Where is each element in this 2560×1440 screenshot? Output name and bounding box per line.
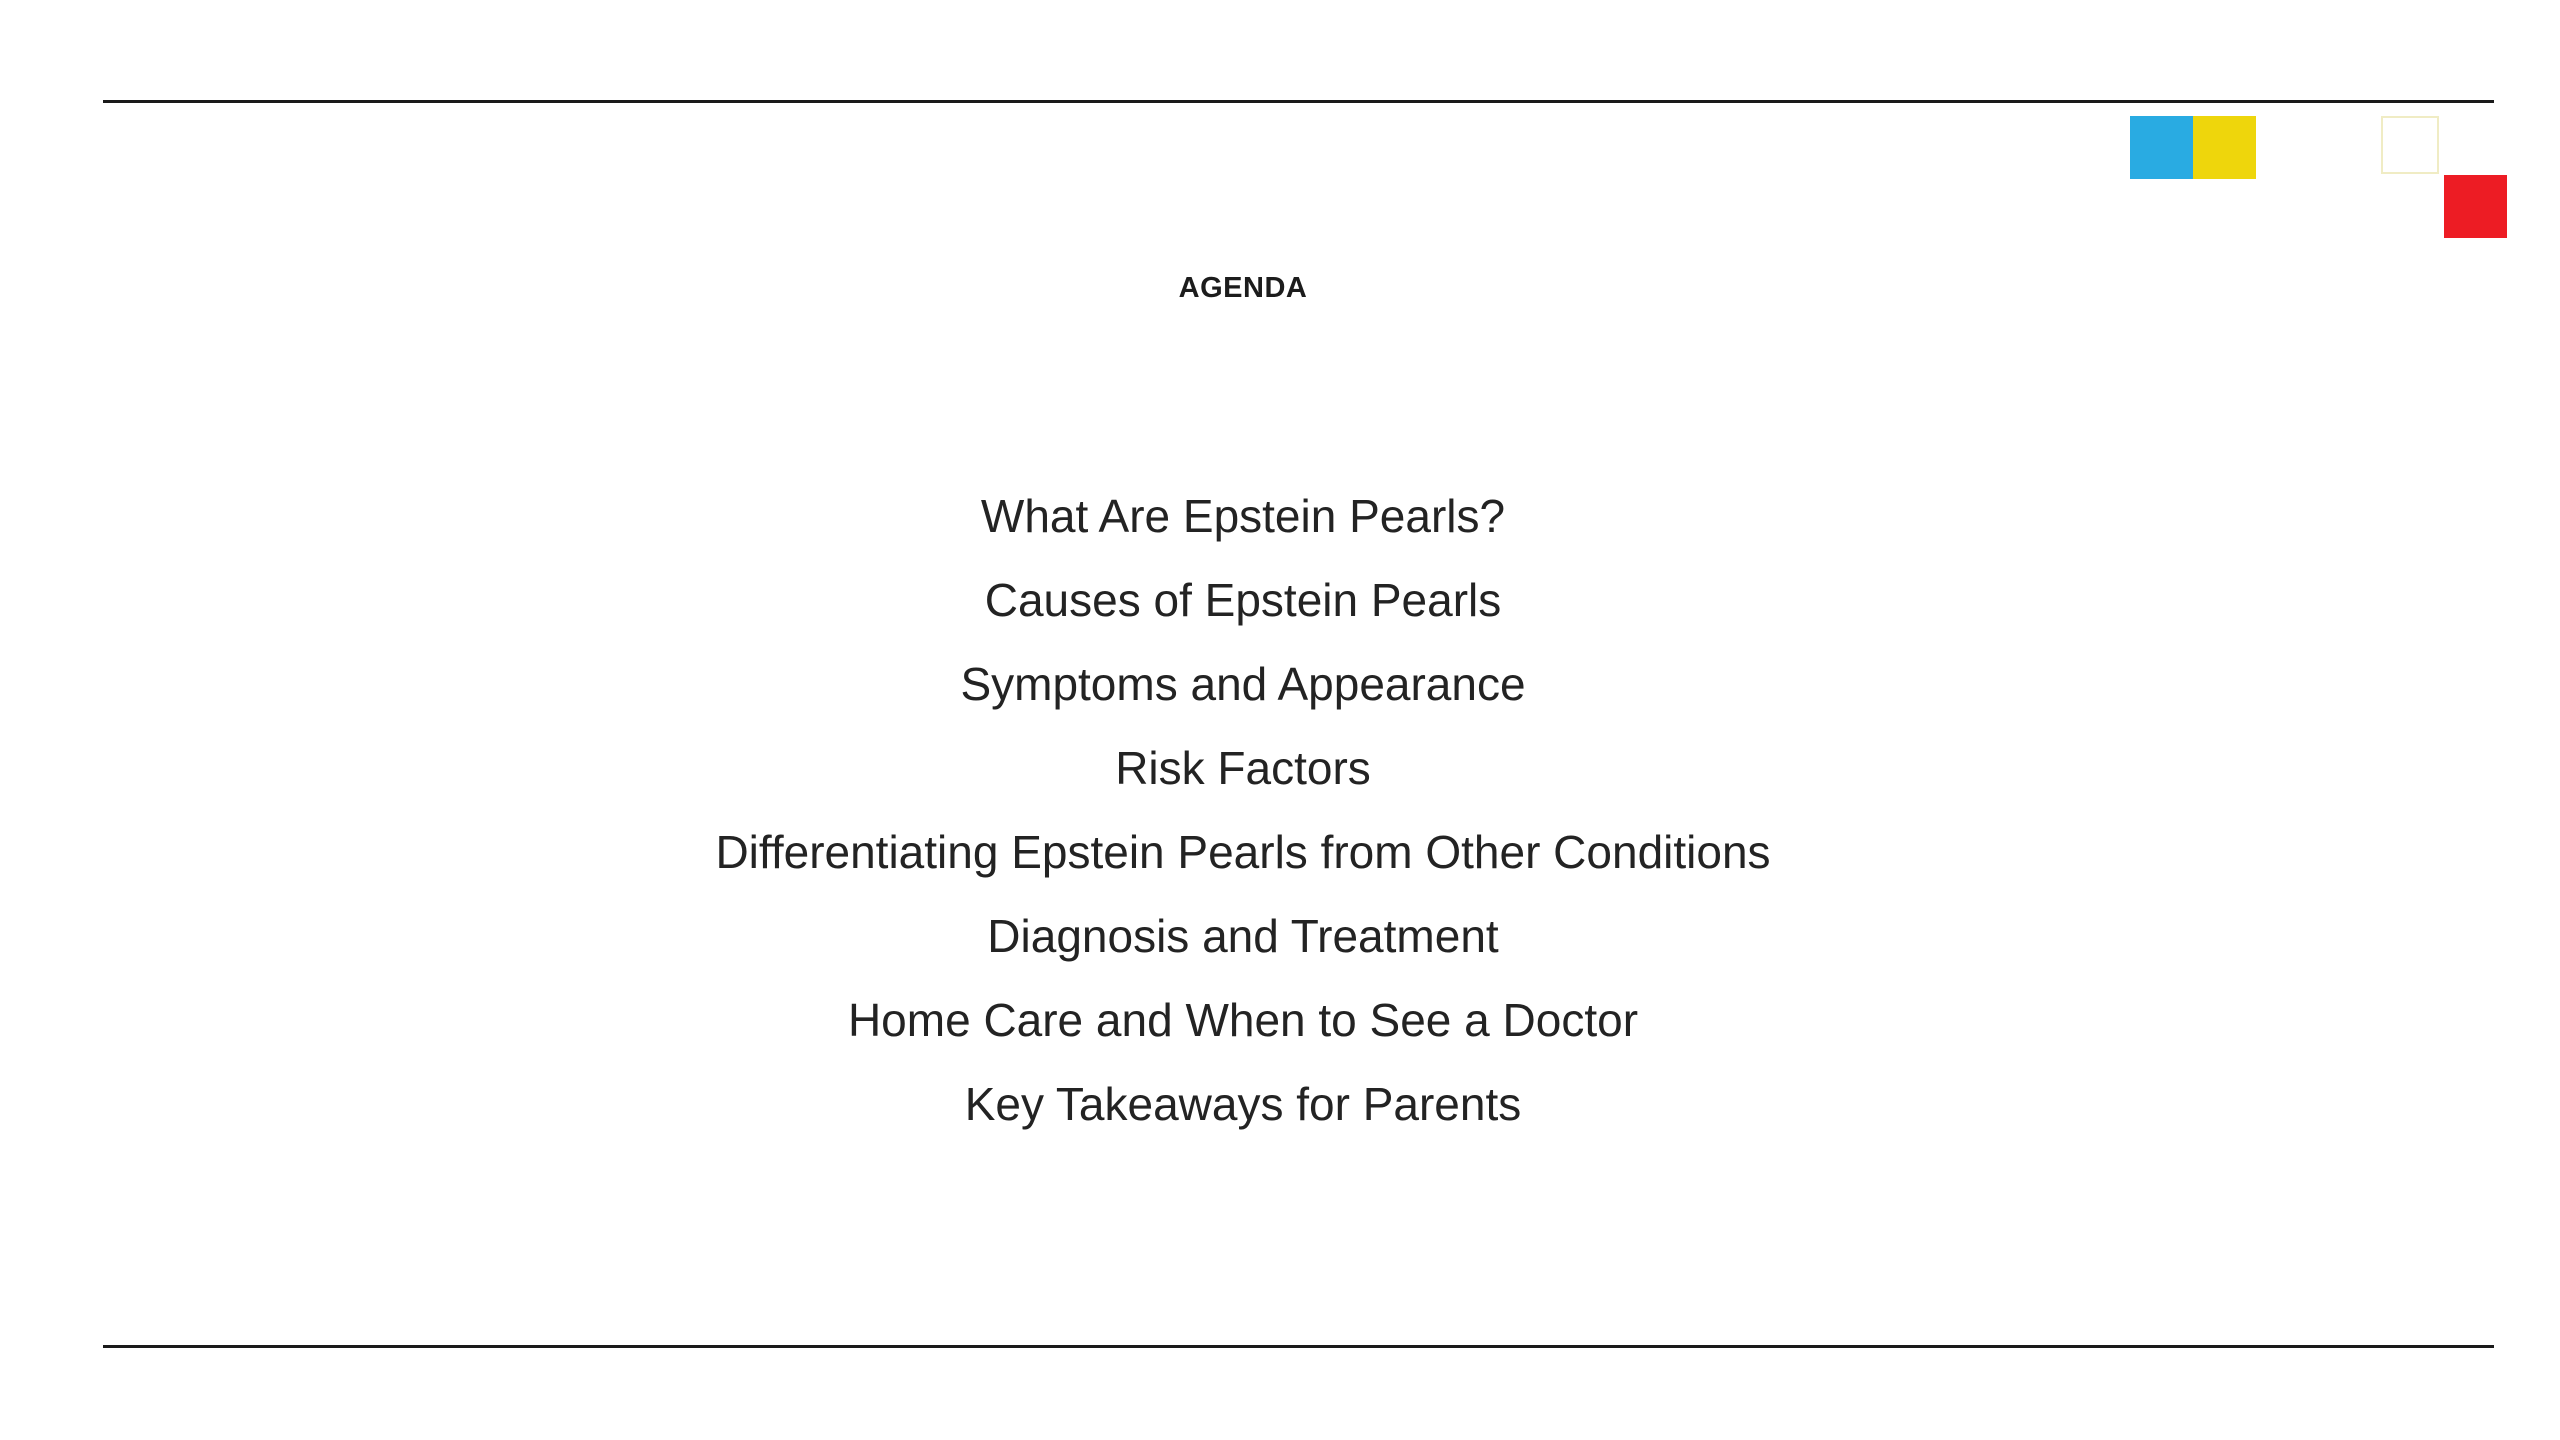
decor-square-cyan [2130,116,2193,179]
agenda-item: Symptoms and Appearance [960,658,1526,710]
agenda-item: Differentiating Epstein Pearls from Other Conditions [715,826,1771,878]
agenda-item: Home Care and When to See a Doctor [847,994,1639,1046]
agenda-list [0,474,2523,1146]
top-divider [103,100,2494,103]
decor-square-outline [2381,116,2439,174]
agenda-item: Risk Factors [1115,742,1371,794]
agenda-item: What Are Epstein Pearls? [980,490,1506,542]
slide-title: AGENDA [1178,272,1308,304]
decor-square-yellow [2193,116,2256,179]
agenda-item: Key Takeaways for Parents [964,1078,1522,1130]
decor-square-red [2444,175,2507,238]
agenda-item: Causes of Epstein Pearls [984,574,1502,626]
bottom-divider [103,1345,2494,1348]
agenda-item: Diagnosis and Treatment [987,910,1499,962]
